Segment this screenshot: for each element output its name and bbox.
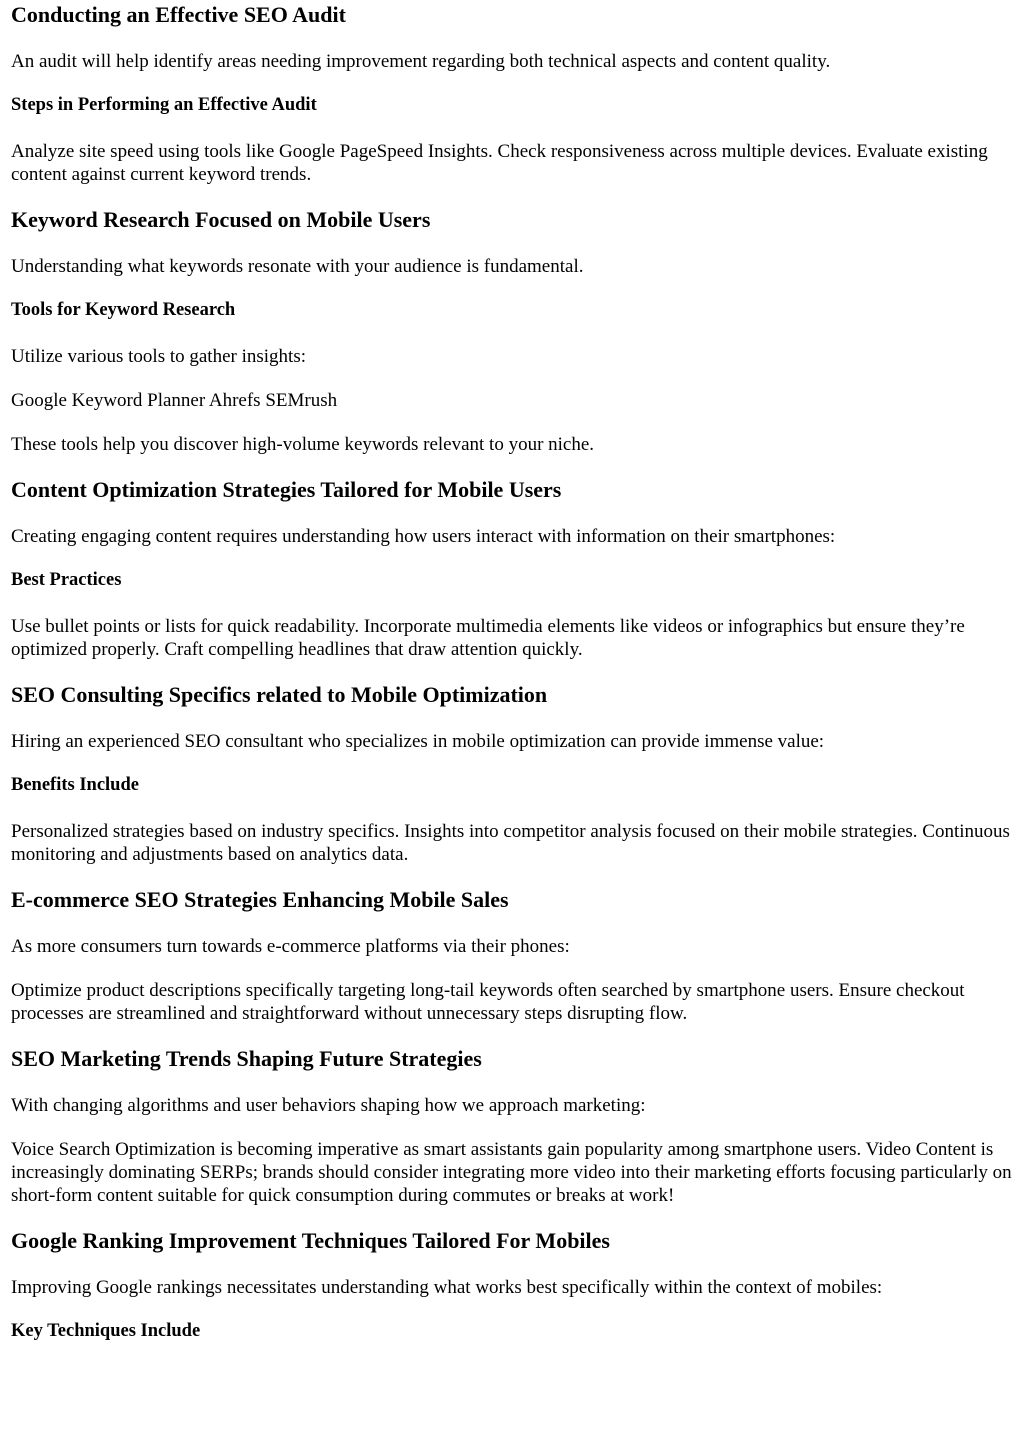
- section-heading-keyword-research: Keyword Research Focused on Mobile Users: [11, 207, 431, 232]
- subheading-best-practices: Best Practices: [11, 570, 122, 590]
- section-heading-seo-audit: Conducting an Effective SEO Audit: [11, 2, 346, 27]
- section-intro-marketing-trends: With changing algorithms and user behaviors shaping how we approach marketing:: [11, 1095, 646, 1116]
- subheading-keyword-tools: Tools for Keyword Research: [11, 300, 236, 320]
- section-intro-keyword-research: Understanding what keywords resonate with your audience is fundamental.: [11, 256, 584, 277]
- paragraph-marketing-trends: Voice Search Optimization is becoming imperative as smart assistants gain popularity among smartphone users. Video Content is increasingly dominating SERPs; brands should consider integrating more video into their marketing efforts focusing particularly on short-form content suitable for quick consumption during commutes or breaks at work!: [11, 1139, 1012, 1206]
- section-intro-seo-consulting: Hiring an experienced SEO consultant who specializes in mobile optimization can provide immense value:: [11, 731, 825, 752]
- section-intro-ecommerce-seo: As more consumers turn towards e-commerce platforms via their phones:: [11, 936, 570, 957]
- section-heading-seo-consulting: SEO Consulting Specifics related to Mobile Optimization: [11, 682, 548, 707]
- section-intro-seo-audit: An audit will help identify areas needing improvement regarding both technical aspects and content quality.: [11, 51, 831, 72]
- subheading-audit-steps: Steps in Performing an Effective Audit: [11, 95, 317, 115]
- paragraph-keyword-tools: Utilize various tools to gather insights:: [11, 346, 306, 367]
- keyword-tools-list: Google Keyword Planner Ahrefs SEMrush: [11, 390, 338, 411]
- section-heading-google-ranking: Google Ranking Improvement Techniques Tailored For Mobiles: [11, 1228, 610, 1253]
- subheading-benefits: Benefits Include: [11, 775, 139, 795]
- section-heading-ecommerce-seo: E-commerce SEO Strategies Enhancing Mobile Sales: [11, 887, 509, 912]
- paragraph-benefits: Personalized strategies based on industry specifics. Insights into competitor analysis focused on their mobile strategies. Continuous monitoring and adjustments based on analytics data.: [11, 821, 1010, 865]
- section-heading-content-optimization: Content Optimization Strategies Tailored for Mobile Users: [11, 477, 562, 502]
- section-intro-content-optimization: Creating engaging content requires understanding how users interact with information on their smartphones:: [11, 526, 836, 547]
- section-heading-marketing-trends: SEO Marketing Trends Shaping Future Strategies: [11, 1046, 482, 1071]
- paragraph-audit-steps: Analyze site speed using tools like Google PageSpeed Insights. Check responsiveness across multiple devices. Evaluate existing content against current keyword trends.: [11, 141, 988, 185]
- paragraph-ecommerce-seo: Optimize product descriptions specifically targeting long-tail keywords often searched by smartphone users. Ensure checkout processes are streamlined and straightforward without unnecessary steps disrupting flow.: [11, 980, 965, 1024]
- paragraph-keyword-tools-outro: These tools help you discover high-volume keywords relevant to your niche.: [11, 434, 595, 455]
- article-content: [0, 2, 1024, 1342]
- paragraph-best-practices: Use bullet points or lists for quick readability. Incorporate multimedia elements like videos or infographics but ensure they’re optimized properly. Craft compelling headlines that draw attention quickly.: [11, 616, 965, 660]
- subheading-key-techniques: Key Techniques Include: [11, 1321, 201, 1341]
- section-intro-google-ranking: Improving Google rankings necessitates understanding what works best specifically within the context of mobiles:: [11, 1277, 883, 1298]
